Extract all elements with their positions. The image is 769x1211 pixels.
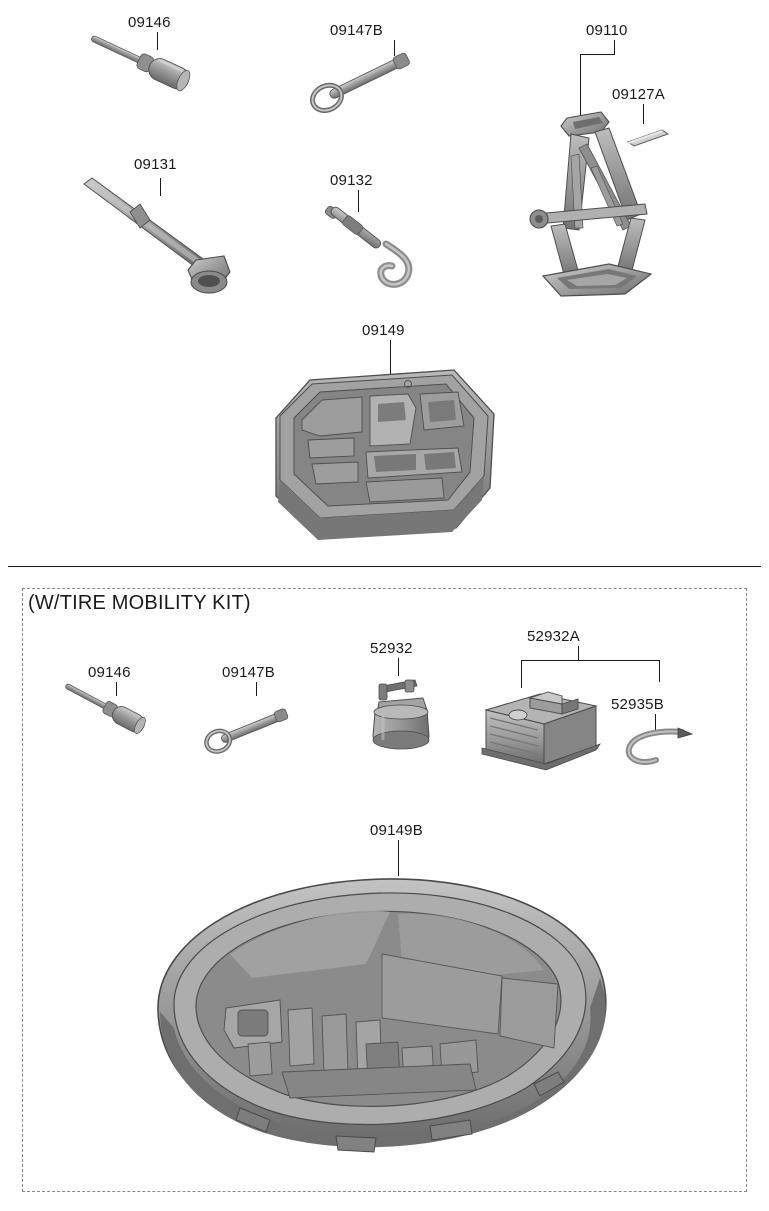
part-label-09147B-top: 09147B [330,22,383,39]
leader-52932A-h [521,660,659,661]
leader-09110-h [580,54,615,55]
part-label-09147B-bottom: 09147B [222,664,275,681]
part-09110-jack-assembly [505,108,665,300]
part-52932-sealant-bottle [355,674,447,754]
section-divider [8,566,761,567]
part-label-09110: 09110 [586,22,628,39]
part-label-09149: 09149 [362,322,405,339]
part-09149-tool-tray [258,360,508,556]
part-label-52932: 52932 [370,640,413,657]
part-09131-lug-wrench [78,178,248,303]
part-label-09149B: 09149B [370,822,423,839]
leader-09147B-bottom [256,682,257,696]
part-09146-screwdriver [84,40,214,110]
part-label-09146-top: 09146 [128,14,171,31]
part-52932A-air-compressor [470,688,618,780]
part-label-09132: 09132 [330,172,373,189]
part-label-09127A: 09127A [612,86,665,103]
part-label-09131: 09131 [134,156,177,173]
part-52935B-air-hose [622,726,698,776]
part-09132-jack-handle-hook [316,196,446,296]
part-label-52932A: 52932A [527,628,580,645]
part-09147B-towing-hook-wrench [302,48,430,114]
part-09147B-towing-hook-wrench-mobility [196,700,306,760]
section-title-tire-mobility-kit: (W/TIRE MOBILITY KIT) [28,592,251,614]
leader-52932A-v1 [578,646,579,660]
leader-52932A-v3 [659,660,660,682]
part-09146-screwdriver-mobility [60,688,170,758]
part-09149B-tool-tray-mobility [130,858,635,1168]
part-label-52935B: 52935B [611,696,664,713]
part-label-09146-bottom: 09146 [88,664,131,681]
leader-52932A-v2 [521,660,522,688]
leader-09110-v1 [614,40,615,54]
